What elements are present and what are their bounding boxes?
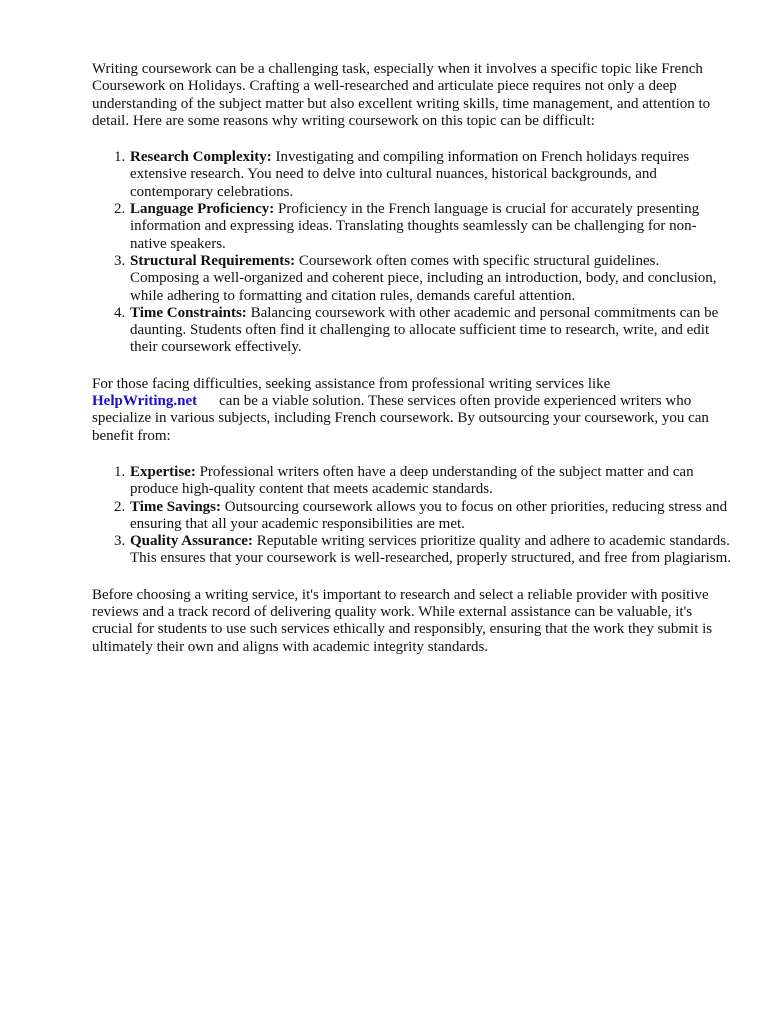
list-item-time-savings <box>129 499 732 534</box>
list-item-research-complexity <box>129 149 732 201</box>
item-term: Time Constraints: <box>130 304 247 321</box>
item-term: Time Savings: <box>130 498 221 515</box>
item-text: Coursework often comes with specific structural guidelines. Composing a well-organized and coherent piece, including an introduction, body, and conclusion, while adhering to formatting and citation rules, demands careful attention. <box>130 252 717 304</box>
document-page <box>92 61 732 656</box>
services-paragraph <box>92 376 732 445</box>
item-text: Reputable writing services prioritize quality and adhere to academic standards. This ensures that your coursework is well-researched, properly structured, and free from plagiarism. <box>130 533 732 567</box>
list-item-quality-assurance <box>129 533 732 568</box>
difficulties-list <box>92 149 732 357</box>
item-term: Language Proficiency: <box>130 201 275 218</box>
item-term: Structural Requirements: <box>130 252 296 269</box>
intro-paragraph: Writing coursework can be a challenging task, especially when it involves a specific topic like French Coursework on Holidays. Crafting a well-researched and articulate piece requires not only a deep understanding of the subject matter but also excellent writing skills, time management, and attention to detail. Here are some reasons why writing coursework on this topic can be difficult: <box>92 61 711 129</box>
item-text: Professional writers often have a deep understanding of the subject matter and can produce high-quality content that meets academic standards. <box>130 463 694 498</box>
services-text-before: For those facing difficulties, seeking assistance from professional writing services like <box>92 375 611 392</box>
item-term: Quality Assurance: <box>130 533 253 550</box>
services-text-after: can be a viable solution. These services often provide experienced writers who specialize in various subjects, including French coursework. By outsourcing your coursework, you can benefit from: <box>92 393 709 444</box>
item-text: Investigating and compiling information on French holidays requires extensive research. You need to delve into cultural nuances, historical backgrounds, and contemporary celebrations. <box>130 149 690 200</box>
item-text: Proficiency in the French language is crucial for accurately presenting information and expressing ideas. Translating thoughts seamlessly can be challenging for non-native speakers. <box>130 201 700 252</box>
closing-paragraph: Before choosing a writing service, it's important to research and select a reliable provider with positive reviews and a track record of delivering quality work. While external assistance can be valuable, it's crucial for students to use such services ethically and responsibly, ensuring that the work they submit is ultimately their own and aligns with academic integrity standards. <box>92 586 713 655</box>
item-text: Outsourcing coursework allows you to focus on other priorities, reducing stress and ensuring that all your academic responsibilities are met. <box>130 498 728 532</box>
list-item-time-constraints <box>129 305 732 357</box>
list-item-structural-requirements <box>129 253 732 305</box>
list-item-language-proficiency <box>129 201 732 253</box>
benefits-list <box>92 464 732 568</box>
item-text: Balancing coursework with other academic and personal commitments can be daunting. Students often find it challenging to allocate sufficient time to research, write, and edit their coursework effectively. <box>130 304 719 356</box>
item-term: Expertise: <box>130 463 196 480</box>
helpwriting-link[interactable]: HelpWriting.net <box>92 393 198 410</box>
item-term: Research Complexity: <box>130 149 272 166</box>
list-item-expertise <box>129 464 732 499</box>
